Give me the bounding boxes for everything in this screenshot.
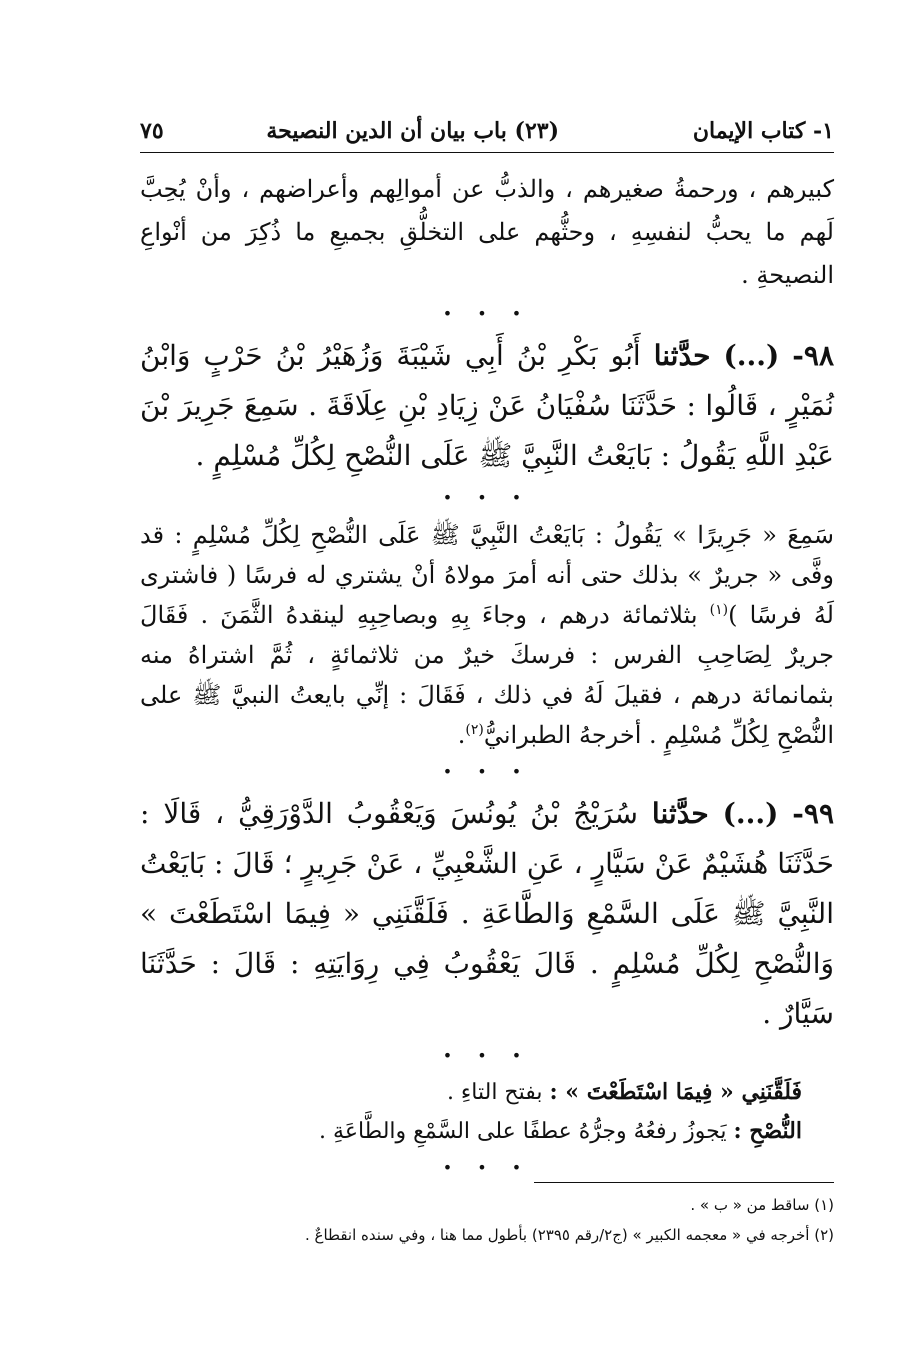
note-term: النُّصْحِ : <box>733 1118 802 1144</box>
note-line <box>140 1112 802 1151</box>
hadith-number: ٩٩- <box>792 797 834 830</box>
hadith-99 <box>140 789 834 1039</box>
commentary-end: . <box>457 721 466 749</box>
footnote-ref-2[interactable]: (٢) <box>465 722 484 738</box>
footnote-rule <box>534 1182 834 1183</box>
separator: • • • <box>442 1046 532 1065</box>
page-body <box>140 168 834 1185</box>
hadith-number: ٩٨- <box>792 339 834 372</box>
note-line <box>140 1073 802 1112</box>
separator: • • • <box>442 304 532 323</box>
book-title: ١- كتاب الإيمان <box>692 118 834 144</box>
note-text: بفتح التاءِ . <box>446 1080 550 1105</box>
chapter-title: (٢٣) باب بيان أن الدين النصيحة <box>266 118 559 144</box>
intro-paragraph: كبيرهم ، ورحمةُ صغيرهم ، والذبُّ عن أموالِهم وأعراضهم ، وأنْ يُحِبَّ لَهم ما يحبُّ لنفسِهِ ، وحثُّهم على التخلُّقِ بجميعِ ما ذُكِرَ من أنْواعِ النصيحةِ . <box>140 175 834 289</box>
hadith-text: أَبُو بَكْرِ بْنُ أَبِي شَيْبَةَ وَزُهَيْرُ بْنُ حَرْبٍ وَابْنُ نُمَيْرٍ ، قَالُوا : حَدَّثَنَا سُفْيَانُ عَنْ زِيَادِ بْنِ عِلَاقَةَ . سَمِعَ جَرِيرَ بْنَ عَبْدِ اللَّهِ يَقُولُ : بَايَعْتُ النَّبِيَّ ﷺ عَلَى النُّصْحِ لِكُلِّ مُسْلِمٍ . <box>140 339 834 472</box>
hadith-lead: حدَّثنا <box>651 797 709 830</box>
footnote-ref-1[interactable]: (١) <box>709 602 729 618</box>
note-text: يَجوزُ رفعُهُ وجرُّهُ عطفًا على السَّمْعِ والطَّاعَةِ . <box>319 1119 734 1144</box>
note-term: فَلَقَّنَنِي « فِيمَا اسْتَطَعْتَ » : <box>549 1079 802 1105</box>
footnote-1: (١) ساقط من « ب » . <box>690 1196 834 1214</box>
running-header <box>140 112 834 152</box>
commentary-text: بثلاثمائة درهم ، وجاءَ بِهِ وبصاحِبِهِ لينقدهُ الثَّمَنَ . فَقَالَ جريرٌ لِصَاحِبِ الفرس : فرسكَ خيرٌ من ثلاثمائةٍ ، ثُمَّ اشتراهُ منه بثمانمائة درهم ، فقيلَ لَهُ في ذلك ، فَقَالَ : إنِّي بايعتُ النبيَّ ﷺ على النُّصْحِ لِكُلِّ مُسْلِمٍ . أخرجهُ الطبرانيُّ <box>140 601 834 749</box>
page-number: ٧٥ <box>140 118 164 144</box>
hadith-lead: حدَّثنا <box>653 339 711 372</box>
separator: • • • <box>442 1158 532 1177</box>
footnote-2: (٢) أخرجه في « معجمه الكبير » (ج٢/رقم ٢٣٩٥) بأطول مما هنا ، وفي سنده انقطاعٌ . <box>304 1226 834 1244</box>
hadith-marker: (...) <box>722 797 779 830</box>
commentary-text: سَمِعَ « جَرِيرًا » يَقُولُ : بَايَعْتُ النَّبِيَّ ﷺ عَلَى النُّصْحِ لِكُلِّ مُسْلِمٍ : قد وفَّى « جريرٌ » بذلك حتى أنه أمرَ مولاهُ أنْ يشتري له فرسًا ( فاشترى لَهُ فرسًا ) <box>140 521 834 629</box>
separator: • • • <box>442 762 532 781</box>
footnotes <box>160 1190 834 1250</box>
commentary-98 <box>140 515 834 755</box>
hadith-marker: (...) <box>723 339 780 372</box>
header-rule <box>140 152 834 153</box>
separator: • • • <box>442 488 532 507</box>
hadith-text: سُرَيْجُ بْنُ يُونُسَ وَيَعْقُوبُ الدَّوْرَقِيُّ ، قَالَا : حَدَّثَنَا هُشَيْمٌ عَنْ سَيَّارٍ ، عَنِ الشَّعْبِيِّ ، عَنْ جَرِيرٍ ؛ قَالَ : بَايَعْتُ النَّبِيَّ ﷺ عَلَى السَّمْعِ وَالطَّاعَةِ . فَلَقَّنَنِي « فِيمَا اسْتَطَعْتَ » وَالنُّصْحِ لِكُلِّ مُسْلِمٍ . قَالَ يَعْقُوبُ فِي رِوَايَتِهِ : قَالَ : حَدَّثَنَا سَيَّارٌ . <box>140 797 834 1030</box>
hadith-98 <box>140 331 834 481</box>
